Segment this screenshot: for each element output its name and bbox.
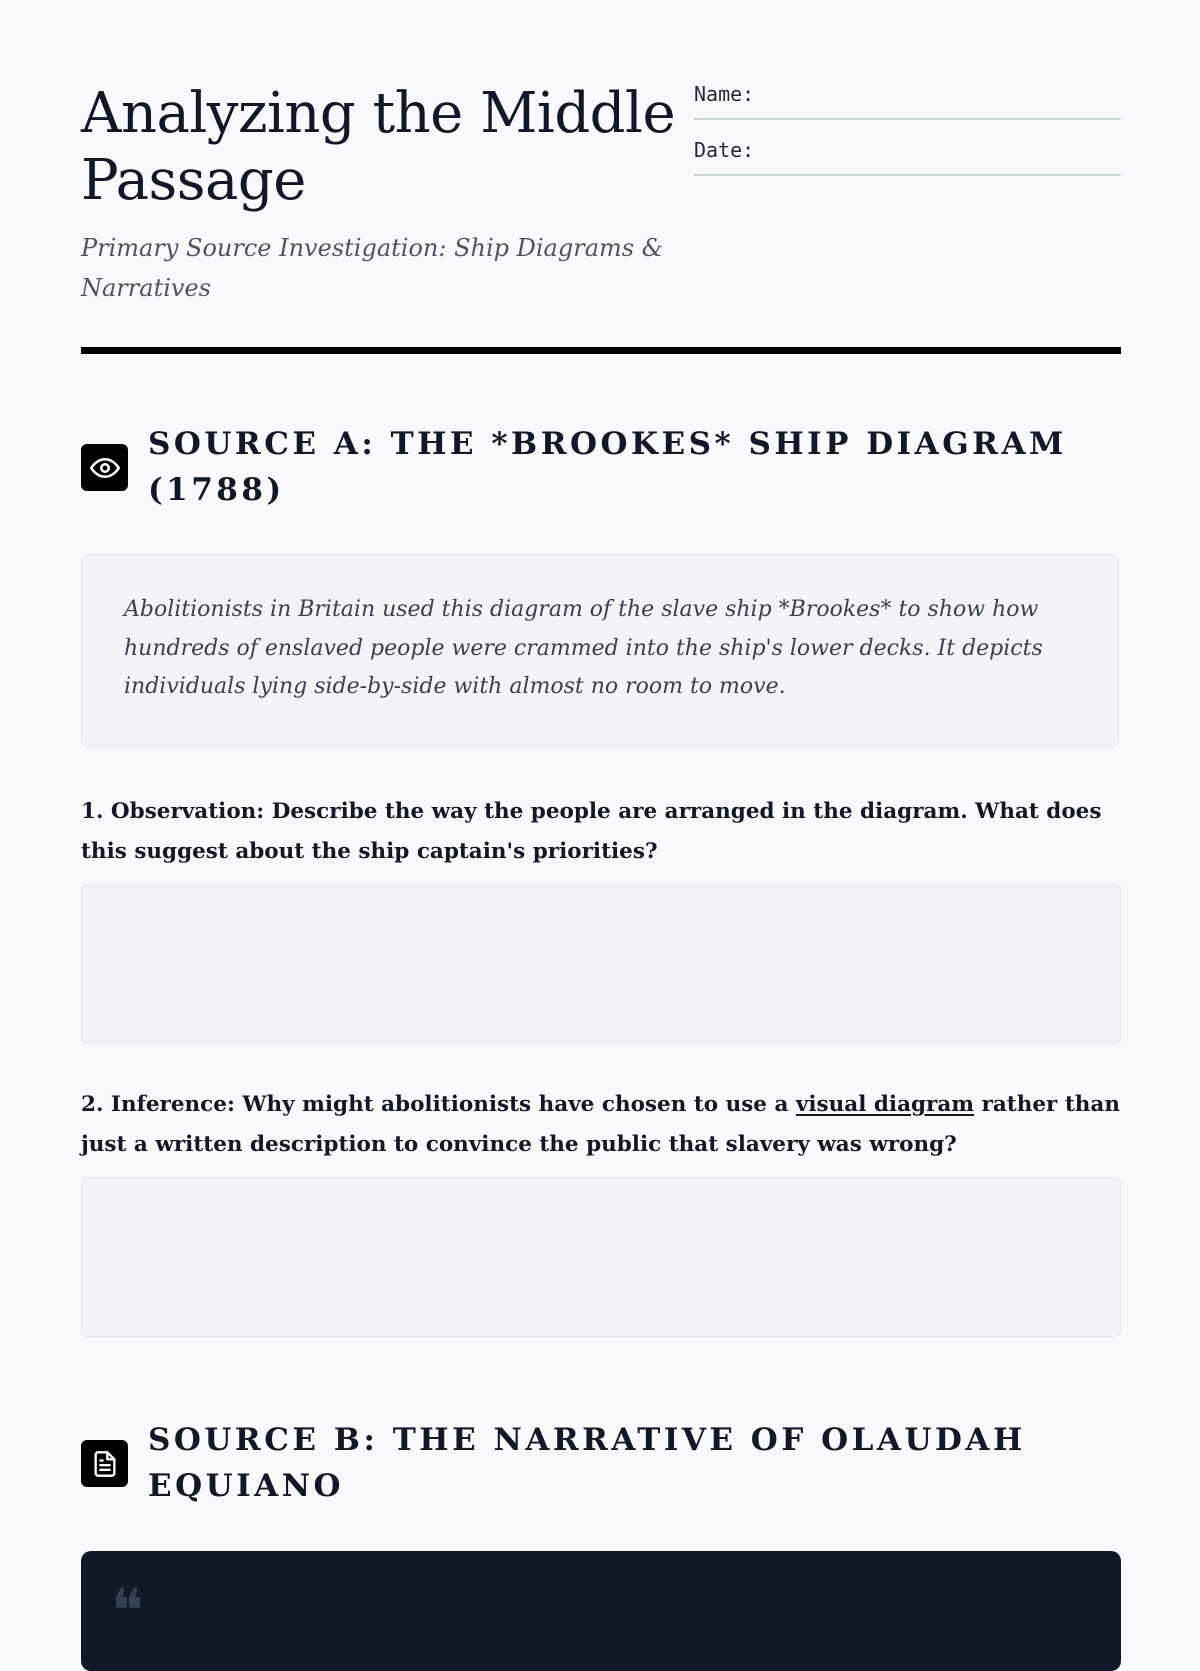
quote-icon: ❝ [111,1576,144,1646]
source-a-context-text: Abolitionists in Britain used this diagram of the slave ship *Brookes* to show how hundreds of enslaved people were crammed into the ship's lower decks. It depicts individuals lying side-by-side with almost no room to move. [124,597,1043,699]
worksheet-page [81,0,1121,1646]
question-2-text-after: rather than just a written description to convince the public that slavery was wrong? [81,1092,1120,1157]
source-a-context [81,554,1119,748]
question-1: 1. Observation: Describe the way the people are arranged in the diagram. What does this suggest about the ship captain's priorities? [81,799,1102,864]
question-2-text-before: 2. Inference: Why might abolitionists have chosen to use a [81,1092,796,1117]
answer-box-2[interactable] [81,1177,1121,1337]
question-2 [81,1085,1121,1165]
date-field[interactable] [694,134,1121,176]
name-label: Name: [694,82,755,106]
answer-box-1[interactable] [81,884,1121,1044]
question-2-underlined: visual diagram [795,1092,975,1117]
page-title: Analyzing the Middle Passage [81,81,676,213]
document-icon [81,1440,128,1487]
name-field[interactable] [694,78,1121,120]
source-a-title: SOURCE A: THE *BROOKES* SHIP DIAGRAM (1788) [148,426,1067,508]
student-info-fields [694,78,1121,190]
source-b-quote-box [81,1551,1121,1671]
worksheet-header [81,0,1121,356]
source-b-title: SOURCE B: THE NARRATIVE OF OLAUDAH EQUIANO [148,1422,1026,1504]
header-divider [81,347,1121,354]
eye-icon [81,444,128,491]
page-subtitle: Primary Source Investigation: Ship Diagrams & Narratives [81,234,664,302]
date-label: Date: [694,138,755,162]
